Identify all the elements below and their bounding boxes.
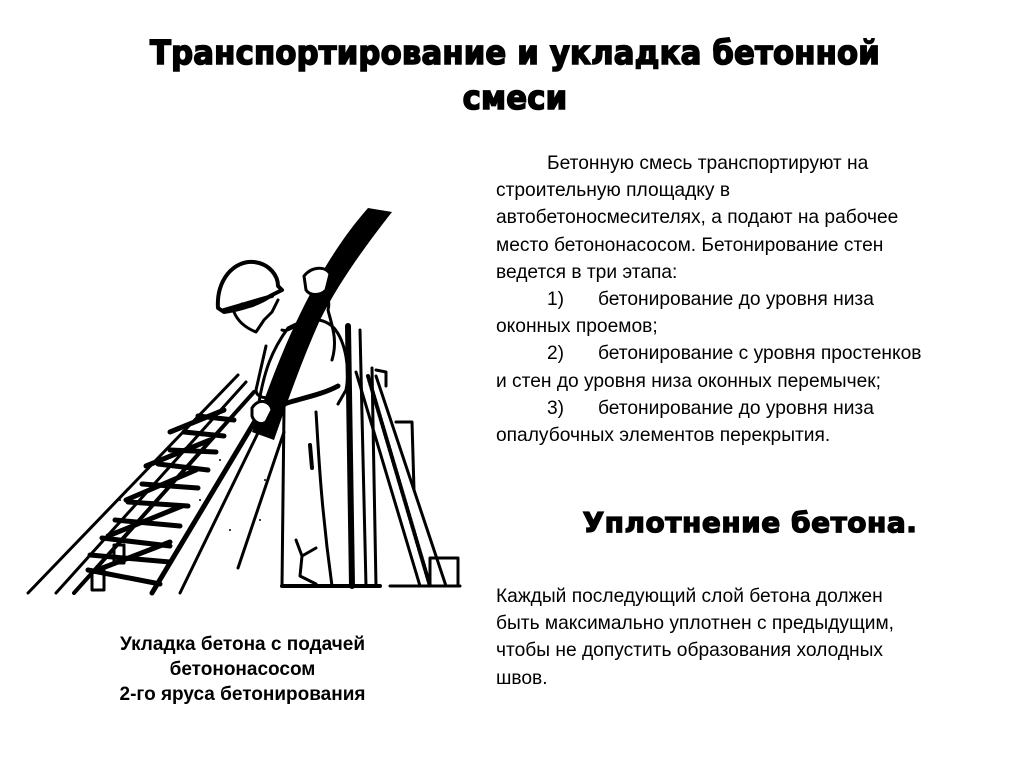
worker-with-pump-hose-icon bbox=[20, 200, 480, 600]
compaction-line-1: Каждый последующий слой бетона должен bbox=[496, 586, 883, 607]
step-item-1 bbox=[496, 286, 1001, 313]
step-item-3-continuation: опалубочных элементов перекрытия. bbox=[496, 425, 831, 447]
step-item-2 bbox=[496, 340, 1001, 367]
paragraph-line-1: Бетонную смесь транспортируют на bbox=[547, 153, 869, 174]
caption-line-2: бетононасосом bbox=[169, 659, 316, 680]
step-number: 3) bbox=[547, 397, 565, 419]
step-number: 2) bbox=[547, 343, 565, 365]
compaction-line-4: швов. bbox=[496, 667, 548, 689]
step-item-1-continuation: оконных проемов; bbox=[496, 316, 658, 338]
slide-title bbox=[36, 30, 994, 120]
step-item-2-continuation: и стен до уровня низа оконных перемычек; bbox=[496, 370, 881, 392]
paragraph-line-3: автобетоносмесителях, а подают на рабочее bbox=[496, 207, 899, 229]
transport-paragraph bbox=[496, 150, 1001, 449]
step-text: бетонирование с уровня простенков bbox=[598, 343, 922, 365]
illustration-caption bbox=[60, 632, 425, 707]
paragraph-line-4: место бетононасосом. Бетонирование стен bbox=[496, 234, 884, 256]
compaction-line-3: чтобы не допустить образования холодных bbox=[496, 640, 883, 662]
step-text: бетонирование до уровня низа bbox=[598, 289, 874, 311]
concrete-pouring-illustration bbox=[20, 200, 480, 600]
step-list bbox=[496, 286, 1001, 449]
step-number: 1) bbox=[547, 289, 565, 311]
caption-line-3: 2-го яруса бетонирования bbox=[119, 684, 366, 705]
slide-title-line-1: Транспортирование и укладка бетонной bbox=[150, 33, 880, 72]
slide-title-line-2: смеси bbox=[462, 78, 568, 117]
step-text: бетонирование до уровня низа bbox=[598, 397, 874, 419]
paragraph-line-2: строительную площадку в bbox=[496, 180, 731, 202]
step-item-3 bbox=[496, 395, 1001, 422]
paragraph-line-5: ведется в три этапа: bbox=[496, 261, 678, 283]
compaction-heading: Уплотнение бетона. bbox=[582, 506, 918, 539]
compaction-line-2: быть максимально уплотнен с предыдущим, bbox=[496, 613, 894, 635]
compaction-paragraph bbox=[496, 583, 1001, 692]
caption-line-1: Укладка бетона с подачей bbox=[119, 634, 366, 655]
